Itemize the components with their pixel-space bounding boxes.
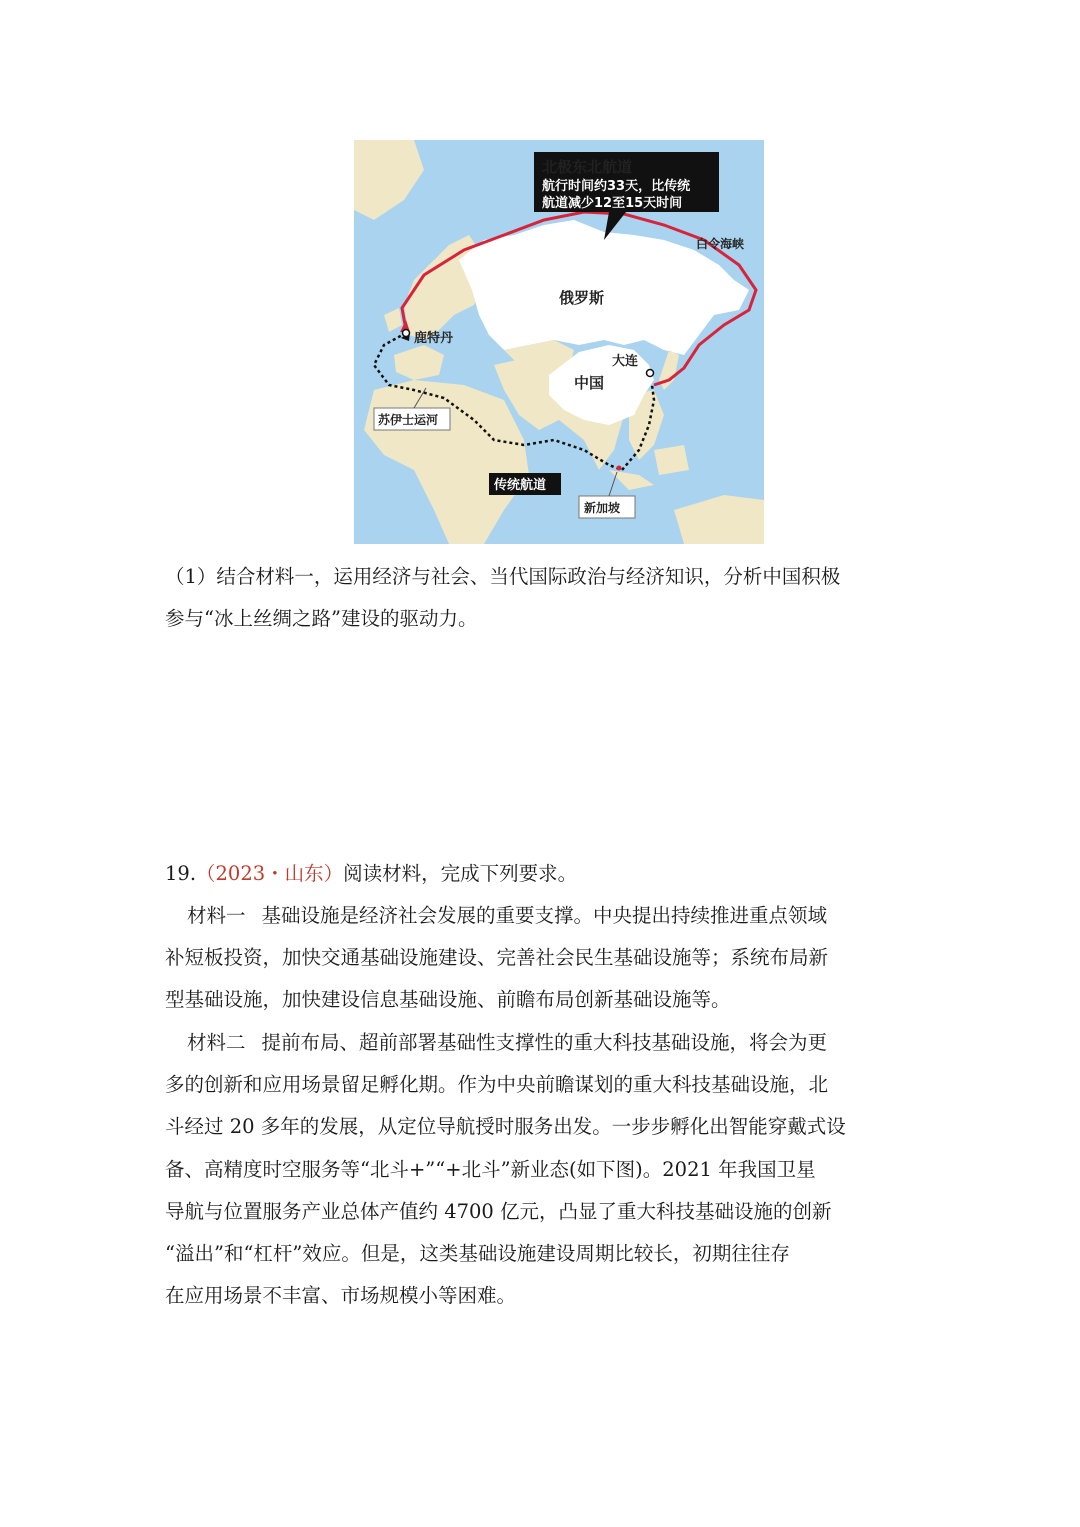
- material-1-line-2: 补短板投资，加快交通基础设施建设、完善社会民生基础设施等；系统布局新: [165, 946, 829, 969]
- question-19-number: 19.: [165, 862, 197, 885]
- route-map-svg: [354, 140, 764, 544]
- material-2-line-7: 在应用场景不丰富、市场规模小等困难。: [165, 1284, 517, 1307]
- label-suez: 苏伊士运河: [378, 413, 439, 427]
- label-bering: 白令海峡: [696, 237, 745, 251]
- label-traditional: 传统航道: [494, 478, 547, 493]
- question-19-instruction: 阅读材料，完成下列要求。: [343, 862, 578, 885]
- material-1-text-1: 基础设施是经济社会发展的重要支撑。中央提出持续推进重点领域: [261, 904, 828, 927]
- callout-line-1: 航行时间约33天，比传统: [542, 179, 691, 194]
- question-1-line-2: 参与“冰上丝绸之路”建设的驱动力。: [165, 607, 478, 630]
- label-rotterdam: 鹿特丹: [414, 331, 454, 346]
- callout-title: 北极东北航道: [542, 158, 633, 176]
- question-1-line-1: （1）结合材料一，运用经济与社会、当代国际政治与经济知识，分析中国积极: [165, 565, 841, 588]
- material-2-line-6: “溢出”和“杠杆”效应。但是，这类基础设施建设周期比较长，初期往往存: [165, 1242, 790, 1265]
- material-1-label: 材料一: [187, 904, 246, 927]
- material-2-line-3: 斗经过 20 多年的发展，从定位导航授时服务出发。一步步孵化出智能穿戴式设: [165, 1115, 846, 1138]
- label-singapore: 新加坡: [584, 501, 621, 515]
- material-2-line-2: 多的创新和应用场景留足孵化期。作为中央前瞻谋划的重大科技基础设施，北: [165, 1073, 829, 1096]
- label-china: 中国: [574, 374, 605, 392]
- material-2-line-4: 备、高精度时空服务等“北斗+”“+北斗”新业态(如下图)。2021 年我国卫星: [165, 1158, 816, 1181]
- label-dalian: 大连: [612, 354, 639, 369]
- question-19-header: [165, 853, 917, 895]
- material-2-label: 材料二: [187, 1031, 246, 1054]
- dalian-dot: [647, 370, 654, 377]
- callout-line-2: 航道减少12至15天时间: [542, 196, 683, 211]
- singapore-dot: [617, 466, 622, 471]
- material-2-text-1: 提前布局、超前部署基础性支撑性的重大科技基础设施，将会为更: [261, 1031, 828, 1054]
- rotterdam-dot: [403, 330, 410, 337]
- material-1-line-1: [187, 895, 939, 937]
- route-map: [354, 140, 764, 544]
- borneo: [654, 445, 689, 475]
- material-2-line-1: [187, 1022, 939, 1064]
- material-1-line-3: 型基础设施，加快建设信息基础设施、前瞻布局创新基础设施等。: [165, 988, 731, 1011]
- material-2-line-5: 导航与位置服务产业总体产值约 4700 亿元，凸显了重大科技基础设施的创新: [165, 1200, 832, 1223]
- question-19-source: （2023・山东）: [196, 862, 344, 885]
- label-russia: 俄罗斯: [559, 289, 605, 307]
